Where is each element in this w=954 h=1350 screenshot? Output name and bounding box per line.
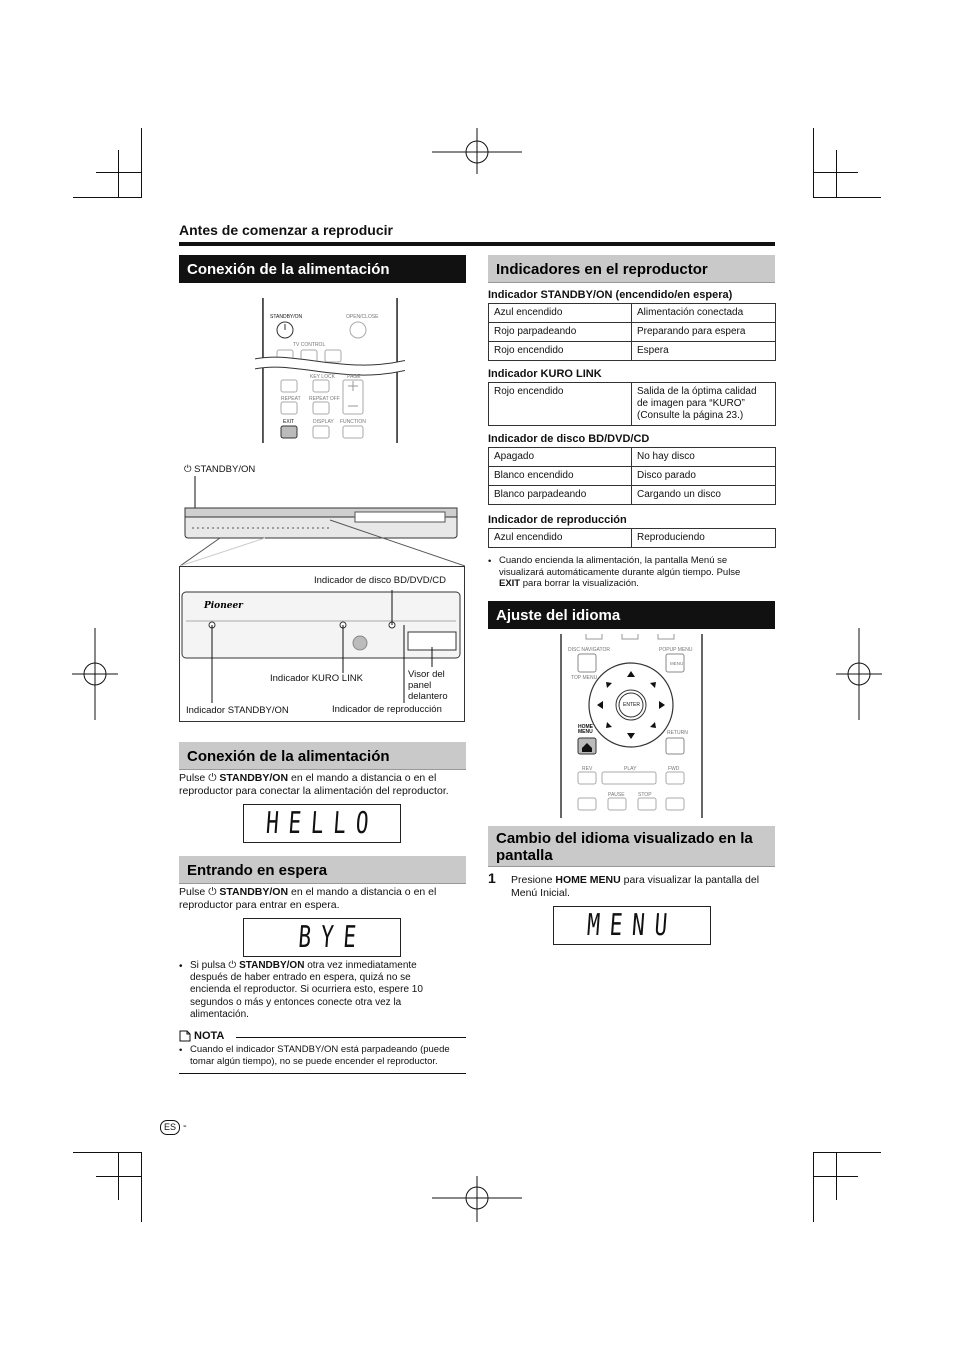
note-title: NOTA: [194, 1030, 225, 1042]
section-title-power-on: Conexión de la alimentación: [179, 742, 466, 770]
crop-mark: [813, 1152, 881, 1153]
standby-button-name: STANDBY/ON: [219, 886, 289, 898]
remote2-label-return: RETURN: [667, 730, 688, 736]
table-cell: Blanco encendido: [489, 467, 632, 486]
power-icon: ⏻: [208, 772, 217, 784]
remote2-label-menu: MENU: [670, 661, 684, 666]
remote-label-exit: EXIT: [283, 419, 295, 425]
lcd-display-hello: [243, 804, 401, 843]
standby-bullet-text: [190, 960, 440, 1021]
remote2-label-play: PLAY: [624, 766, 637, 772]
registration-mark: [430, 1176, 524, 1222]
indicator-table-playback: [488, 528, 776, 548]
remote2-label-top-menu: TOP MENU: [571, 675, 598, 681]
standby-bullet-b: otra vez inmediatamente después de haber entrado en espera, quizá no se encienda el reproductor. Si ocurriera esto, espere 10 segundos o más y entonces conecte otra vez la alimentación.: [190, 960, 423, 1020]
note-icon: [179, 1030, 191, 1042]
indicator-table-kuro: [488, 382, 776, 426]
standby-text-a: Pulse: [179, 886, 206, 898]
indicator-bullet-a: Cuando encienda la alimentación, la pantalla Menú se visualizará automáticamente durante algún tiempo. Pulse: [499, 555, 741, 578]
power-icon: ⏻: [228, 960, 237, 971]
lcd-text-bye: BYE: [297, 920, 368, 955]
player-standby-label: STANDBY/ON: [194, 464, 256, 475]
table-cell: Apagado: [489, 448, 632, 467]
crop-mark: [73, 1152, 141, 1153]
callout-disc-indicator: Indicador de disco BD/DVD/CD: [314, 575, 446, 586]
table-cell: No hay disco: [632, 448, 776, 467]
remote-label-function: FUNCTION: [340, 419, 366, 425]
callout-playback-indicator: Indicador de reproducción: [332, 704, 442, 715]
step-text: [511, 874, 761, 900]
standby-text: [179, 886, 466, 912]
page-dash: -: [183, 1120, 187, 1132]
callout-lines: [180, 585, 464, 705]
standby-bullet-a: Si pulsa: [190, 960, 226, 971]
power-on-text-a: Pulse: [179, 772, 206, 784]
step-text-b: para visualizar la pantalla del Menú Inicial.: [511, 874, 760, 899]
crop-mark: [813, 1152, 814, 1222]
table-cell: Blanco parpadeando: [489, 486, 632, 505]
remote2-label-stop: STOP: [638, 792, 652, 798]
power-on-text: [179, 772, 466, 798]
indicator-group-title-standby: Indicador STANDBY/ON (encendido/en espera): [488, 289, 733, 301]
section-title-indicators: Indicadores en el reproductor: [488, 255, 775, 283]
table-cell: Azul encendido: [489, 304, 632, 323]
crop-mark: [141, 1152, 142, 1222]
section-title-language: Ajuste del idioma: [488, 601, 775, 629]
bullet-dot: •: [179, 961, 183, 972]
page-header-title: Antes de comenzar a reproducir: [179, 222, 393, 238]
page-language-badge: ES: [160, 1120, 180, 1135]
indicator-group-title-playback: Indicador de reproducción: [488, 514, 627, 526]
indicator-bullet-b: para borrar la visualización.: [522, 578, 639, 589]
step-text-a: Presione: [511, 874, 553, 886]
remote2-label-enter: ENTER: [623, 702, 640, 708]
lcd-text-hello: HELLO: [264, 806, 380, 841]
lcd-display-bye: [243, 918, 401, 957]
crop-mark: [118, 150, 119, 198]
table-row: [489, 529, 776, 548]
svg-text:Pioneer: Pioneer: [204, 601, 243, 611]
note-rule: [236, 1037, 466, 1038]
section-title-change-language: Cambio del idioma visualizado en la pantalla: [488, 826, 775, 867]
table-cell: Alimentación conectada: [632, 304, 776, 323]
indicator-table-standby: [488, 303, 776, 361]
indicator-group-title-kuro: Indicador KURO LINK: [488, 368, 602, 380]
indicator-group-title-disc: Indicador de disco BD/DVD/CD: [488, 433, 650, 445]
remote-label-repeat-off: REPEAT OFF: [309, 396, 340, 402]
table-row: [489, 342, 776, 361]
registration-mark: [836, 628, 882, 720]
crop-mark: [73, 197, 141, 198]
remote-label-key-lock: KEY LOCK: [310, 374, 335, 380]
lcd-text-menu: MENU: [585, 908, 679, 943]
bullet-dot: •: [488, 556, 492, 567]
callout-kuro-link: Indicador KURO LINK: [270, 673, 363, 684]
table-row: [489, 323, 776, 342]
power-on-text-b: en el mando a distancia o en el reproductor para conectar la alimentación del reproductor.: [179, 772, 449, 797]
table-row: [489, 467, 776, 486]
crop-mark: [836, 1152, 837, 1200]
registration-mark: [72, 628, 118, 720]
section-title-power: Conexión de la alimentación: [179, 255, 466, 283]
remote-label-display: DISPLAY: [313, 419, 334, 425]
remote2-label-rev: REV: [582, 766, 593, 772]
remote2-label-popup-menu: POPUP MENU: [659, 647, 693, 653]
crop-mark: [813, 128, 814, 198]
registration-mark: [430, 128, 524, 174]
remote2-label-disc-navigator: DISC NAVIGATOR: [568, 647, 610, 653]
indicator-table-disc: [488, 447, 776, 505]
remote-label-tv-control: TV CONTROL: [293, 342, 326, 348]
header-rule: [179, 242, 775, 246]
bullet-dot: •: [179, 1045, 183, 1056]
table-cell: Reproduciendo: [632, 529, 776, 548]
table-cell: Preparando para espera: [632, 323, 776, 342]
standby-text-b: en el mando a distancia o en el reproductor para entrar en espera.: [179, 886, 437, 911]
table-cell: Rojo parpadeando: [489, 323, 632, 342]
remote-label-repeat: REPEAT: [281, 396, 301, 402]
power-on-button-name: STANDBY/ON: [219, 772, 289, 784]
step-number: 1: [488, 870, 496, 886]
remote-label-standby: STANDBY/ON: [270, 314, 303, 320]
player-standby-caption: [184, 464, 255, 475]
table-row: [489, 486, 776, 505]
crop-mark: [118, 1152, 119, 1200]
note-text: Cuando el indicador STANDBY/ON está parpadeando (puede tomar algún tiempo), no se puede encender el reproductor.: [190, 1044, 450, 1067]
callout-standby-indicator: Indicador STANDBY/ON: [186, 705, 289, 716]
callout-front-display: Visor del panel delantero: [408, 669, 448, 702]
remote2-label-home-menu: HOME MENU: [578, 724, 593, 735]
remote2-label-pause: PAUSE: [608, 792, 625, 798]
step-button-name: HOME MENU: [555, 874, 621, 886]
player-front-illustration: [180, 476, 465, 566]
table-cell: Disco parado: [632, 467, 776, 486]
table-cell: Rojo encendido: [489, 342, 632, 361]
power-icon: ⏻: [184, 464, 192, 475]
table-cell: Azul encendido: [489, 529, 632, 548]
crop-mark: [813, 197, 881, 198]
remote-label-open-close: OPEN/CLOSE: [346, 314, 379, 320]
indicator-bullet-button: EXIT: [499, 578, 521, 589]
crop-mark: [141, 128, 142, 198]
remote-label-page: PAGE: [347, 374, 361, 380]
indicator-bullet-text: [499, 555, 761, 590]
power-icon: ⏻: [208, 886, 217, 898]
table-row: [489, 304, 776, 323]
crop-mark: [836, 150, 837, 198]
table-row: [489, 383, 776, 426]
lcd-display-menu: [553, 906, 711, 945]
table-cell: Espera: [632, 342, 776, 361]
section-title-standby: Entrando en espera: [179, 856, 466, 884]
table-row: [489, 448, 776, 467]
table-cell: Rojo encendido: [489, 383, 632, 426]
table-cell: Salida de la óptima calidad de imagen para “KURO” (Consulte la página 23.): [632, 383, 776, 426]
note-bottom-rule: [179, 1073, 466, 1074]
remote2-label-fwd: FWD: [668, 766, 680, 772]
standby-bullet-button: STANDBY/ON: [239, 960, 305, 971]
table-cell: Cargando un disco: [632, 486, 776, 505]
